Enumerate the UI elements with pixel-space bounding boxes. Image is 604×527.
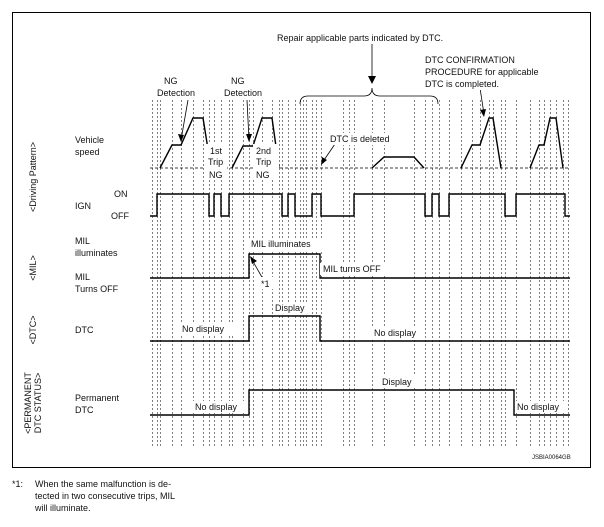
footnote-text: When the same malfunction is de- tected in two consecutive trips, MIL will illuminate. [35,479,176,513]
ng1-line1: NG [164,76,178,86]
ng2-line1: NG [231,76,245,86]
mil-turns-off-text: MIL turns OFF [323,264,381,274]
dtc-no-display-right: No display [374,328,417,338]
row-vehicle-speed-l2: speed [75,147,100,157]
section-driving-pattern: <Driving Pattern> [28,141,38,213]
speed-pulse-middle [372,157,424,168]
row-mil-off-l1: MIL [75,272,91,282]
row-ign-off: OFF [111,211,129,221]
row-permanent-l2: DTC [75,405,94,415]
trip2-line1: 2nd [256,146,272,156]
confirm-arrowhead [480,109,486,117]
repair-text: Repair applicable parts indicated by DTC. [277,33,444,43]
section-permanent-line1: <PERMANENT [23,372,33,434]
perm-display-text: Display [382,377,412,387]
ng1-leader [181,100,188,140]
perm-no-display-left: No display [195,402,238,412]
row-mil-illuminates-l1: MIL [75,236,91,246]
dtc-display-text: Display [275,303,305,313]
dtc-no-display-left: No display [182,324,225,334]
confirm-line2: PROCEDURE for applicable [425,67,539,77]
row-vehicle-speed-l1: Vehicle [75,135,105,145]
row-dtc: DTC [75,325,94,335]
trip1-ng: NG [209,170,223,180]
trip2-line2: Trip [256,157,272,167]
ng2-line2: Detection [224,88,263,98]
section-permanent-line2: DTC STATUS> [33,372,43,434]
dtc-deleted-arrowhead [321,157,327,165]
speed-pulse-last [530,118,563,168]
dtc-deleted-text: DTC is deleted [330,134,390,144]
ign-signal [150,194,570,216]
repair-arrowhead [368,76,376,84]
ng2-arrowhead [246,134,252,142]
figure-code: JSBIA0064GB [532,455,571,461]
speed-pulse-confirmation [461,118,501,168]
ng1-line2: Detection [157,88,196,98]
row-permanent-l1: Permanent [75,393,120,403]
section-dtc: <DTC> [28,315,38,345]
repair-brace [300,88,438,104]
row-ign-on: ON [114,189,128,199]
confirm-line1: DTC CONFIRMATION [425,55,515,65]
star1-text: *1 [261,279,270,289]
trip1-line1: 1st [210,146,223,156]
row-mil-illuminates-l2: illuminates [75,248,118,258]
trip1-line2: Trip [208,157,224,167]
row-mil-off-l2: Turns OFF [75,284,119,294]
perm-no-display-right: No display [517,402,560,412]
trip2-ng: NG [256,170,270,180]
footnote-mark: *1: [12,479,24,489]
section-mil: <MIL> [28,255,38,281]
confirm-line3: DTC is completed. [425,79,500,89]
row-ign: IGN [75,201,92,211]
mil-illuminates-text: MIL illuminates [251,239,311,249]
